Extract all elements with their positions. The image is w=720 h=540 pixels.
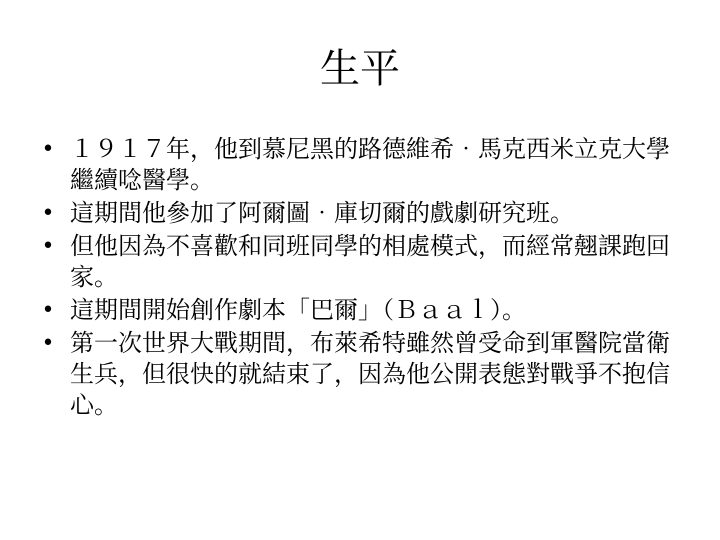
bullet-icon: • — [41, 234, 55, 259]
bullet-icon: • — [41, 201, 55, 226]
bullet-item-5 — [36, 328, 676, 421]
bullet-item-1 — [36, 134, 676, 196]
bullet-text: 這期間他參加了阿爾圖‧庫切爾的戲劇研究班。 — [70, 199, 574, 227]
bullet-icon: • — [41, 331, 55, 356]
bullet-text: 但他因為不喜歡和同班同學的相處模式，而經常翹課跑回家。 — [70, 232, 670, 291]
bullet-icon: • — [41, 137, 55, 162]
bullet-list — [36, 134, 676, 423]
bullet-item-3 — [36, 231, 676, 293]
bullet-text: 第一次世界大戰期間，布萊希特雖然曾受命到軍醫院當衛生兵，但很快的就結束了，因為他公開表態對戰爭不抱信心。 — [70, 329, 670, 419]
bullet-item-4 — [36, 295, 676, 326]
slide-title: 生平 — [320, 46, 400, 92]
bullet-item-2 — [36, 198, 676, 229]
bullet-text: 這期間開始創作劇本「巴爾」（Ｂａａｌ）。 — [70, 296, 526, 324]
bullet-icon: • — [41, 298, 55, 323]
bullet-text: １９１７年，他到慕尼黑的路德維希‧馬克西米立克大學繼續唸醫學。 — [70, 135, 670, 194]
